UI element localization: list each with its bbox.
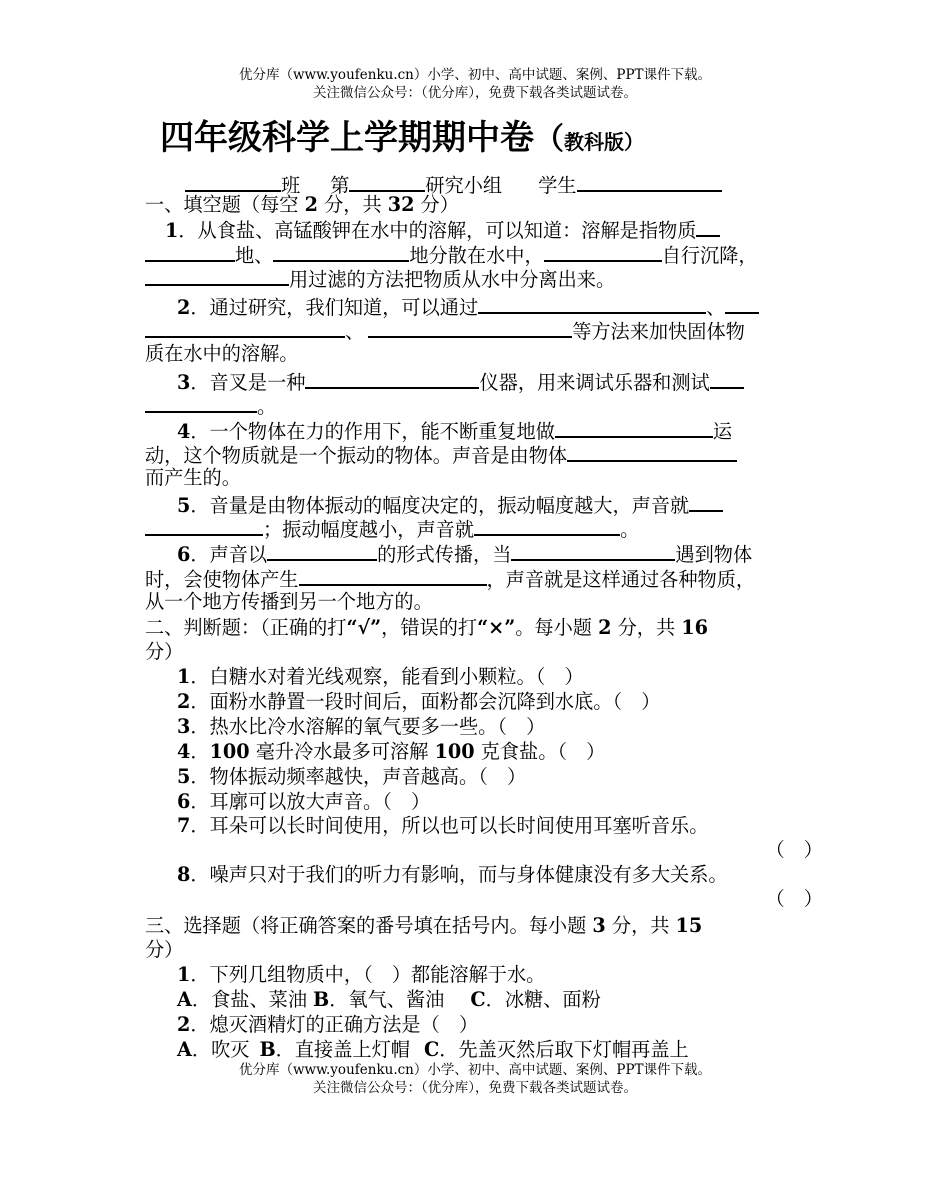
title-main: 四年级科学上学期期中卷 [160,118,534,158]
s1-q6-line3: 从一个地方传播到另一个地方的。 [145,590,433,613]
s1-q5-line2: ；振动幅度越小，声音就 。 [145,515,639,542]
s1-q4-line2: 动，这个物质就是一个振动的物体。声音是由物体 [145,441,737,468]
option-b[interactable]: B [313,988,330,1011]
mc-q1-options: A．食盐、菜油 B．氧气、酱油 C．冰糖、面粉 [177,988,601,1011]
option-a[interactable]: A [177,1038,192,1061]
s1-q5-line1: 5．音量是由物体振动的幅度决定的，振动幅度越大，声音就 [177,491,723,518]
blank[interactable] [689,491,723,512]
blank[interactable] [696,216,720,237]
s1-q3-line2: 。 [145,392,276,419]
student-blank[interactable] [577,171,722,192]
tf-item-7-bracket[interactable]: （ ） [765,838,823,861]
group-blank[interactable] [349,171,425,192]
tf-item-5: 5．物体振动频率越快，声音越高。（ ） [177,765,527,788]
s1-q2-line2: 、 等方法来加快固体物 [145,317,745,344]
blank[interactable] [544,241,662,262]
s1-q1-line2: 地、 地分散在水中， 自行沉降， [145,241,758,268]
mc-q2-stem: 2．熄灭酒精灯的正确方法是（ ） [177,1013,479,1036]
class-blank[interactable] [185,171,281,192]
blank[interactable] [474,515,620,536]
mc-q2-options: A．吹灭 B．直接盖上灯帽 C．先盖灭然后取下灯帽再盖上 [177,1038,689,1061]
header-line-2: 关注微信公众号：（优分库），免费下载各类试题试卷。 [313,85,637,101]
section3-heading: 三、选择题（将正确答案的番号填在括号内。每小题 3 分，共 15 [145,914,703,937]
tf-item-7: 7．耳朵可以长时间使用，所以也可以长时间使用耳塞听音乐。 [177,814,709,837]
label-student: 学生 [538,174,577,197]
s1-q6-line1: 6．声音以 的形式传播，当 遇到物体 [177,540,752,567]
blank[interactable] [725,293,759,314]
blank[interactable] [145,265,289,286]
footer-line-1: 优分库（www.youfenku.cn）小学、初中、高中试题、案例、PPT课件下载。 [238,1062,712,1078]
option-b[interactable]: B [259,1038,276,1061]
blank[interactable] [567,441,737,462]
page-footer [0,1061,950,1097]
section2-heading-cont: 分） [145,640,184,663]
tf-item-3: 3．热水比冷水溶解的氧气要多一些。（ ） [177,715,546,738]
s1-q6-line2: 时，会使物体产生 ，声音就是这样通过各种物质， [145,565,755,592]
s1-q3-line1: 3．音叉是一种 仪器，用来调试乐器和测试 [177,368,744,395]
tf-item-8-bracket[interactable]: （ ） [765,887,823,910]
tf-item-1: 1．白糖水对着光线观察，能看到小颗粒。（ ） [177,665,584,688]
s1-q2-line3: 质在水中的溶解。 [145,342,299,365]
title-paren-close: ） [624,130,644,154]
blank[interactable] [145,515,263,536]
tf-item-2: 2．面粉水静置一段时间后，面粉都会沉降到水底。（ ） [177,690,661,713]
tf-item-4: 4．100 毫升冷水最多可溶解 100 克食盐。（ ） [177,740,606,763]
option-c[interactable]: C [470,988,486,1011]
tf-item-6: 6．耳廓可以放大声音。（ ） [177,790,431,813]
section2-heading: 二、判断题：（正确的打“√”，错误的打“×”。每小题 2 分，共 16 [145,616,708,639]
title-paren-open: （ [534,122,564,157]
blank[interactable] [299,565,487,586]
option-a[interactable]: A [177,988,192,1011]
title-edition: 教科版 [564,130,624,154]
blank[interactable] [267,540,377,561]
blank[interactable] [710,368,744,389]
blank[interactable] [511,540,675,561]
page-header [0,66,950,102]
section1-heading: 一、填空题（每空 2 分，共 32 分） [145,193,459,216]
option-c[interactable]: C [423,1038,440,1061]
label-group: 研究小组 [425,174,503,197]
blank[interactable] [145,317,345,338]
exam-title [160,116,644,164]
mc-q1-stem: 1．下列几组物质中，（ ）都能溶解于水。 [177,963,546,986]
blank[interactable] [368,317,572,338]
blank[interactable] [273,241,409,262]
s1-q4-line1: 4．一个物体在力的作用下，能不断重复地做 运 [177,417,732,444]
s1-q1-line1: 1．从食盐、高锰酸钾在水中的溶解，可以知道：溶解是指物质 [165,216,720,243]
blank[interactable] [478,293,706,314]
blank[interactable] [555,417,713,438]
label-class: 班 [281,174,301,197]
label-no: 第 [330,174,350,197]
tf-item-8: 8．噪声只对于我们的听力有影响，而与身体健康没有多大关系。 [177,863,728,886]
footer-line-2: 关注微信公众号：（优分库），免费下载各类试题试卷。 [313,1080,637,1096]
s1-q4-line3: 而产生的。 [145,466,241,489]
section3-heading-cont: 分） [145,938,184,961]
header-line-1: 优分库（www.youfenku.cn）小学、初中、高中试题、案例、PPT课件下载。 [238,67,712,83]
blank[interactable] [145,392,257,413]
blank[interactable] [305,368,479,389]
s1-q1-line3: 用过滤的方法把物质从水中分离出来。 [145,265,615,292]
s1-q2-line1: 2．通过研究，我们知道，可以通过 、 [177,293,759,320]
blank[interactable] [145,241,235,262]
